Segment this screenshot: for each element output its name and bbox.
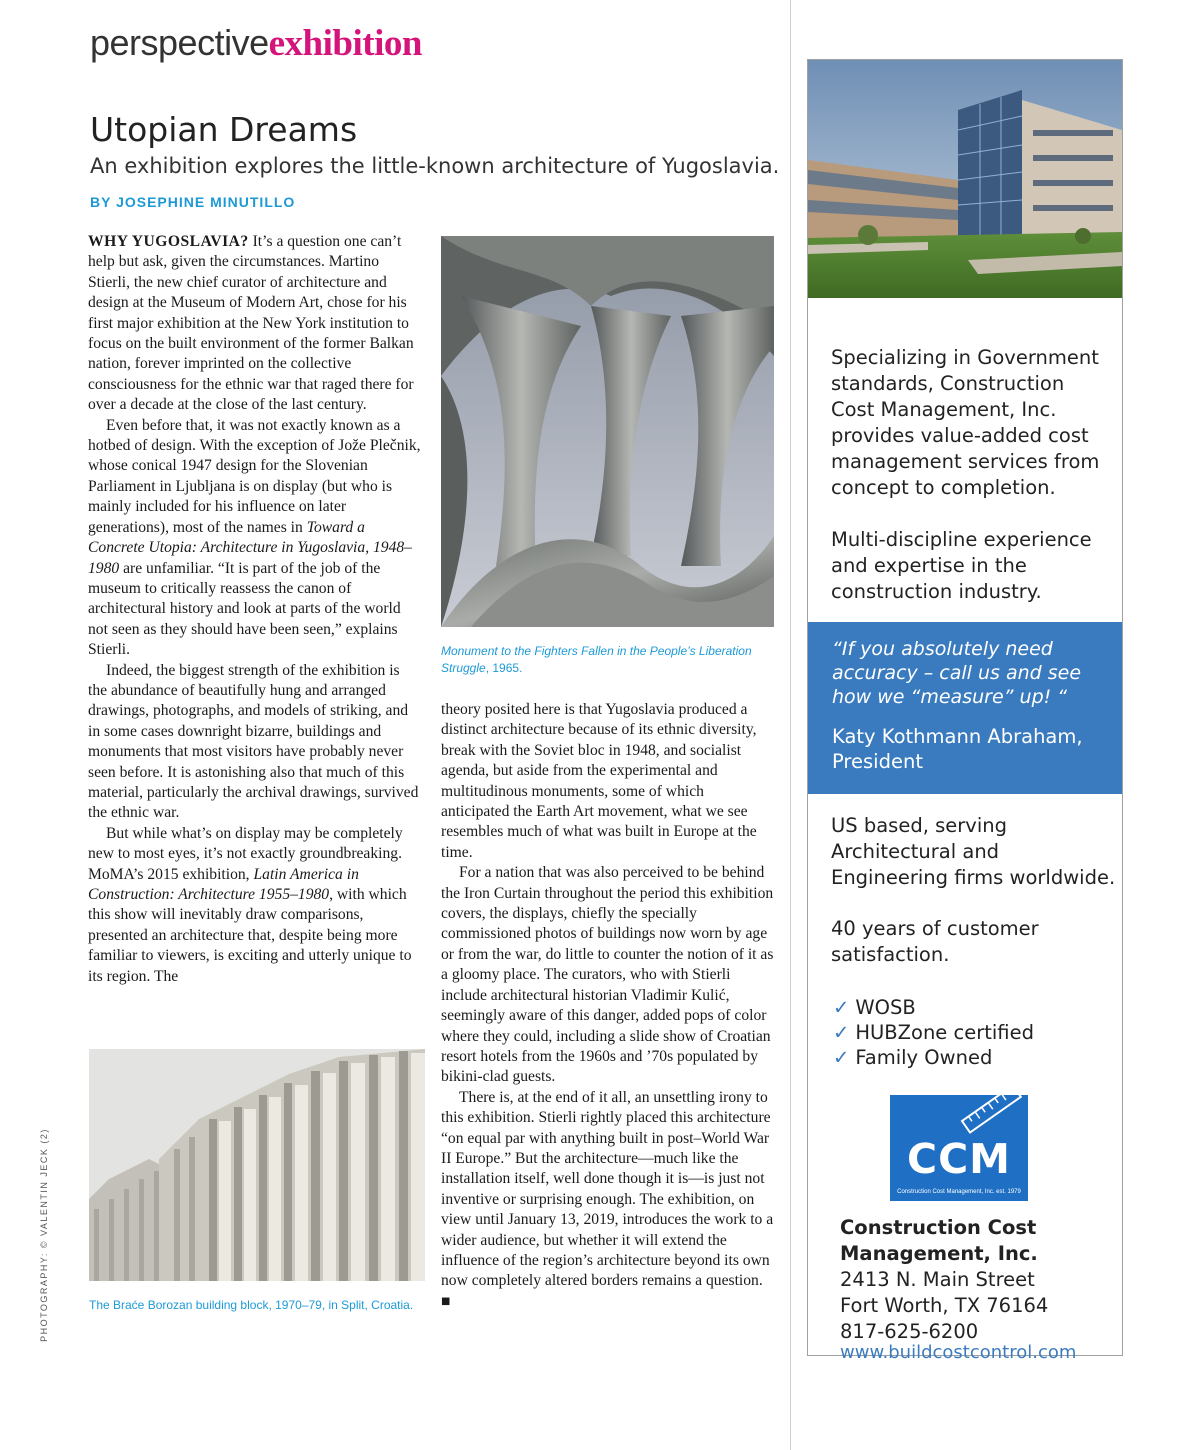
section-label-bold: exhibition — [268, 23, 422, 64]
check-icon: ✓ — [833, 996, 850, 1019]
caption-monument-title: Monument to the Fighters Fallen in the People’s Liberation Struggle — [441, 644, 752, 675]
ad-certifications-list — [833, 995, 1093, 1070]
phone-number: 817-625-6200 — [840, 1320, 979, 1343]
article-title: Utopian Dreams — [90, 110, 358, 149]
exhibition-title: Toward a Concrete Utopia: Architecture in Yugoslavia, 1948–1980 — [88, 518, 412, 577]
paragraph-2 — [88, 416, 422, 661]
paragraph-7: There is, at the end of it all, an unsettling irony to this exhibition. Stierli rightly placed this architecture “on equal par with anything built in post–World War II Europe.” But the architecture—much like the installation itself, well done though it is—is just not inventive or surprising enough. The exhibition, on view until January 13, 2019, introduces the work to a wider audience, but whether it will extend the influence of the region’s architecture beyond its own now completely altered borders remains a question. ■ — [441, 1088, 774, 1310]
company-name-line-1: Construction Cost — [840, 1216, 1037, 1239]
paragraph-2-text-a: Even before that, it was not exactly known as a hotbed of design. With the exception of Jože Plečnik, whose conical 1947 design for the Slovenian Parliament in Ljubljana is on display (but who is mainly included for his influence on later generations), most of the names in — [88, 416, 421, 536]
paragraph-3: Indeed, the biggest strength of the exhibition is the abundance of beautifully hung and arranged drawings, photographs, and models of striking, and in some cases downright bizarre, buildings and monuments that most visitors have probably never seen before. It is astonishing also that much of this material, particularly the archival drawings, survived the ethnic war. — [88, 661, 419, 822]
article-column-2 — [441, 700, 775, 1312]
building-photo-illustration — [89, 1049, 425, 1281]
address-street: 2413 N. Main Street — [840, 1268, 1035, 1291]
paragraph-4-text-b: , with which this show will inevitably draw comparisons, presented an architecture that, despite being more familiar to viewers, is exciting and utterly unique to its region. The — [88, 886, 412, 985]
article-byline: BY JOSEPHINE MINUTILLO — [90, 194, 296, 210]
article-dek: An exhibition explores the little-known architecture of Yugoslavia. — [90, 154, 780, 178]
paragraph-1 — [88, 232, 422, 416]
logo-text: CCM — [907, 1135, 1011, 1183]
caption-monument — [441, 643, 781, 677]
ad-testimonial-band — [808, 622, 1122, 794]
monument-photo-illustration — [441, 236, 774, 627]
certification-item — [833, 1020, 1093, 1045]
lead-in: WHY YUGOSLAVIA? — [88, 233, 249, 250]
certification-item — [833, 995, 1093, 1020]
ccm-logo — [890, 1095, 1028, 1201]
certification-label: WOSB — [855, 996, 916, 1019]
paragraph-1-text: It’s a question one can’t help but ask, given the circumstances. Martino Stierli, the new chief curator of architecture and design at the Museum of Modern Art, chose for his first major exhibition at the New York institution to focus on the built environment of the former Balkan nation, forever imprinted on the collective consciousness for the ethnic war that raged there for over a decade at the close of the last century. — [88, 233, 414, 414]
paragraph-6: For a nation that was also perceived to be behind the Iron Curtain throughout the period this exhibition covers, the displays, chiefly the specially commissioned photos of buildings now worn by age or from the war, do little to counter the notion of it as a gloomy place. The curators, who with Stierli include architectural historian Vladimir Kulić, seemingly aware of this danger, added pops of color where they could, including a slide show of Croatian resort hotels from the 1960s and ’70s populated by bikini-clad guests. — [441, 864, 774, 1086]
monument-photo — [441, 236, 774, 627]
check-icon: ✓ — [833, 1021, 850, 1044]
ad-worldwide-text: US based, serving Architectural and Engineering firms worldwide. — [831, 814, 1116, 889]
photo-credit-text: PHOTOGRAPHY: © VALENTIN JECK (2) — [39, 1128, 49, 1342]
address-city: Fort Worth, TX 76164 — [840, 1294, 1049, 1317]
certification-label: HUBZone certified — [855, 1021, 1034, 1044]
certification-item — [833, 1045, 1093, 1070]
article-column-1 — [88, 232, 422, 987]
ad-building-illustration — [808, 60, 1122, 298]
photo-credit — [34, 1130, 54, 1350]
previous-exhibition-title: Latin America in Construction: Architecture 1955–1980 — [88, 865, 359, 903]
check-icon: ✓ — [833, 1046, 850, 1069]
ad-satisfaction-text: 40 years of customer satisfaction. — [831, 917, 1039, 966]
advertisement — [807, 59, 1123, 1363]
paragraph-4 — [88, 824, 422, 987]
section-header — [90, 22, 422, 65]
ad-building-photo — [808, 60, 1122, 298]
ad-intro-text: Specializing in Government standards, Construction Cost Management, Inc. provides value-added cost management services from concept to completion. — [831, 346, 1100, 499]
building-photo — [89, 1049, 425, 1281]
company-name-line-2: Management, Inc. — [840, 1242, 1038, 1265]
ad-company-name — [840, 1215, 1110, 1267]
ad-testimonial-author: Katy Kothmann Abraham, President — [832, 725, 1083, 773]
section-label-light: perspective — [90, 22, 269, 63]
ad-address — [840, 1267, 1110, 1345]
column-divider — [790, 0, 791, 1450]
caption-building: The Braće Borozan building block, 1970–79, in Split, Croatia. — [89, 1298, 414, 1312]
paragraph-5: theory posited here is that Yugoslavia produced a distinct architecture because of its ethnic diversity, break with the Soviet bloc in 1948, and socialist agenda, but aside from the experimental and multitudinous monuments, some of which anticipated the Earth Art movement, what we see resembles much of what was built in Europe at the time. — [441, 701, 757, 861]
ad-experience-text: Multi-discipline experience and expertise in the construction industry. — [831, 528, 1092, 603]
paragraph-4-text-a: But while what’s on display may be completely new to most eyes, it’s not exactly groundbreaking. MoMA’s 2015 exhibition, — [88, 824, 403, 883]
paragraph-2-text-b: are unfamiliar. “It is part of the job of the museum to critically reassess the canon of architectural history and look at parts of the world not seen as they should have been seen,” explains Stierli. — [88, 559, 401, 659]
logo-subtitle: Construction Cost Management, Inc. est. 1979 — [897, 1189, 1021, 1195]
ad-testimonial-quote: “If you absolutely need accuracy – call us and see how we “measure” up! “ — [832, 638, 1082, 708]
caption-monument-year: , 1965. — [485, 661, 523, 675]
certification-label: Family Owned — [855, 1046, 993, 1069]
ad-website-link[interactable]: www.buildcostcontrol.com — [840, 1342, 1077, 1363]
